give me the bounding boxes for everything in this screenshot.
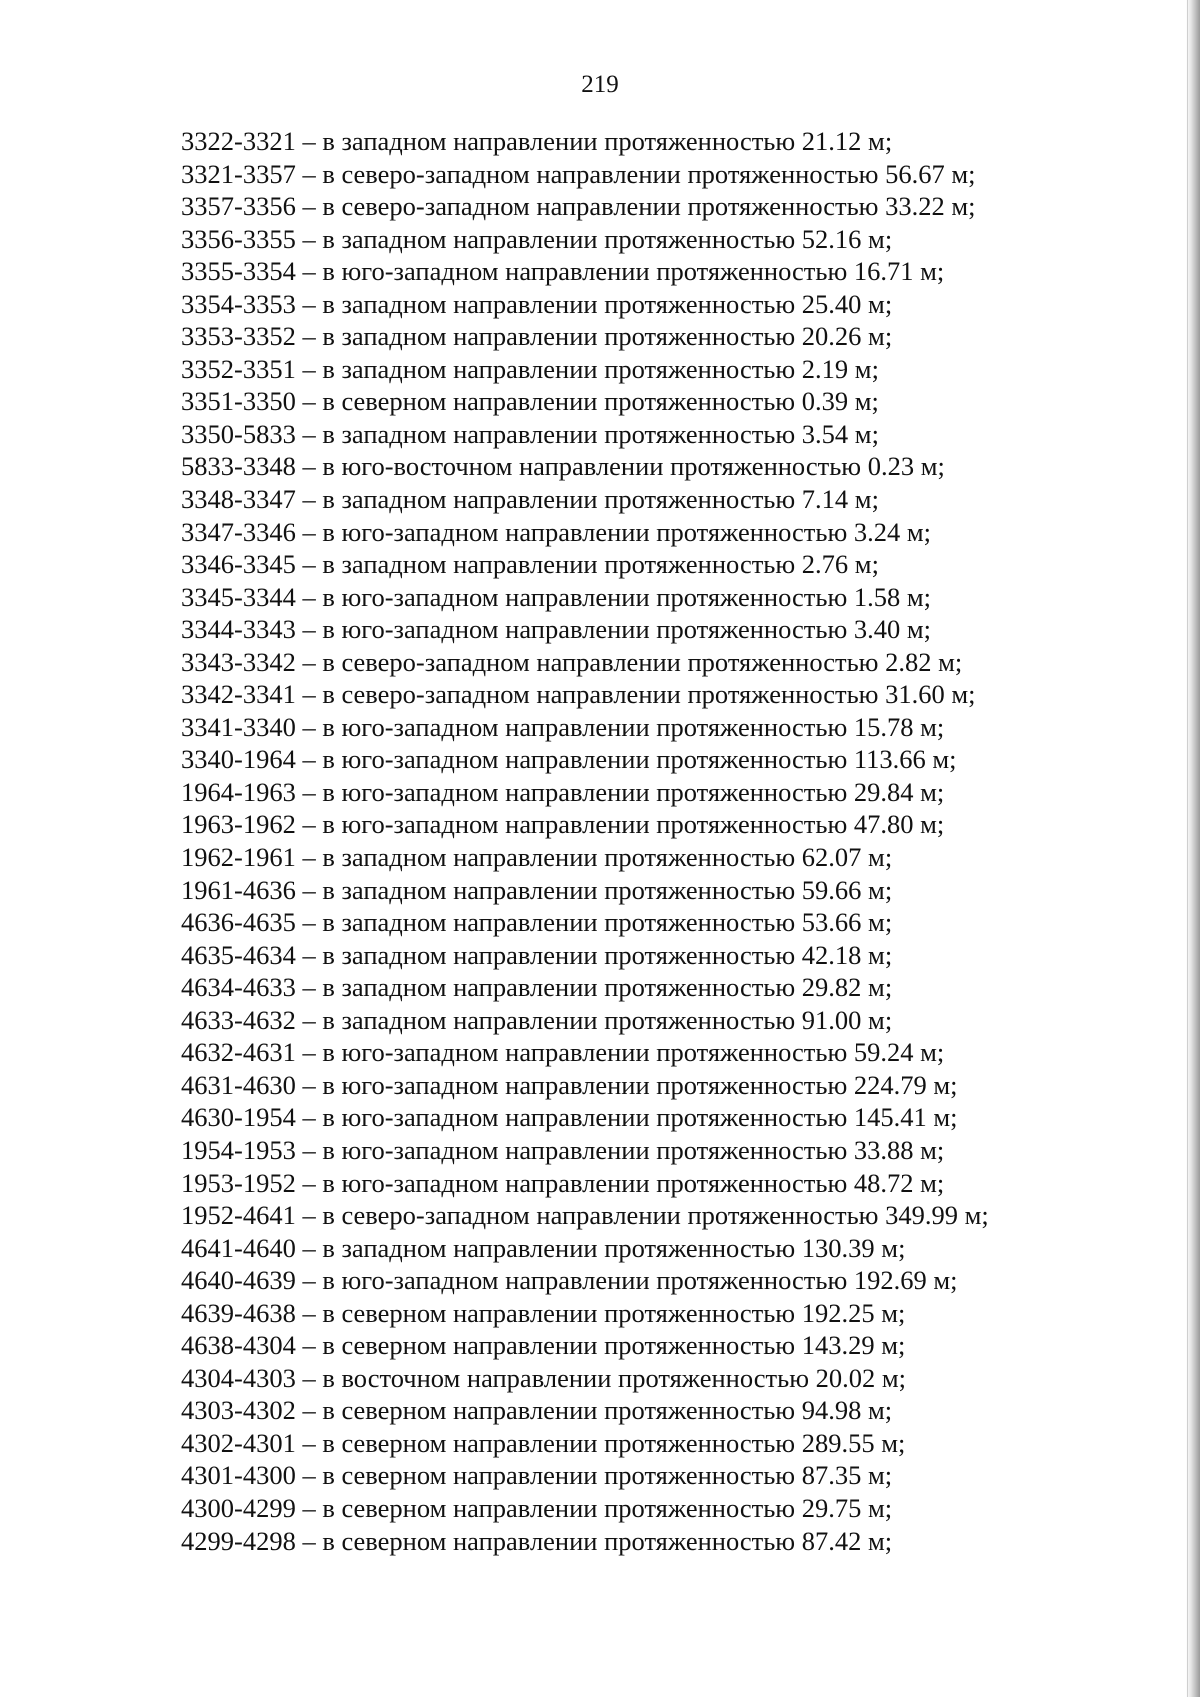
boundary-segment-line: 4638-4304 – в северном направлении протяженностью 143.29 м; bbox=[181, 1330, 906, 1361]
boundary-segment-line: 3346-3345 – в западном направлении протяженностью 2.76 м; bbox=[181, 549, 879, 580]
scan-page-edge bbox=[1186, 0, 1200, 1697]
boundary-segment-line: 3348-3347 – в западном направлении протяженностью 7.14 м; bbox=[181, 484, 879, 515]
boundary-segment-line: 3321-3357 – в северо-западном направлении протяженностью 56.67 м; bbox=[181, 158, 976, 189]
boundary-segment-line: 3352-3351 – в западном направлении протяженностью 2.19 м; bbox=[181, 353, 879, 384]
boundary-segment-line: 3355-3354 – в юго-западном направлении протяженностью 16.71 м; bbox=[181, 256, 945, 287]
boundary-segment-line: 4304-4303 – в восточном направлении протяженностью 20.02 м; bbox=[181, 1362, 906, 1393]
boundary-segment-line: 3356-3355 – в западном направлении протяженностью 52.16 м; bbox=[181, 223, 893, 254]
boundary-segment-line: 4630-1954 – в юго-западном направлении протяженностью 145.41 м; bbox=[181, 1102, 958, 1133]
boundary-segment-line: 4639-4638 – в северном направлении протяженностью 192.25 м; bbox=[181, 1297, 906, 1328]
boundary-segment-line: 4641-4640 – в западном направлении протяженностью 130.39 м; bbox=[181, 1232, 906, 1263]
boundary-segment-line: 3353-3352 – в западном направлении протяженностью 20.26 м; bbox=[181, 321, 893, 352]
page-number: 219 bbox=[581, 71, 619, 98]
boundary-segment-line: 3340-1964 – в юго-западном направлении протяженностью 113.66 м; bbox=[181, 744, 957, 775]
boundary-segment-line: 3343-3342 – в северо-западном направлении протяженностью 2.82 м; bbox=[181, 646, 963, 677]
boundary-segment-line: 5833-3348 – в юго-восточном направлении протяженностью 0.23 м; bbox=[181, 451, 945, 482]
boundary-segment-line: 3357-3356 – в северо-западном направлении протяженностью 33.22 м; bbox=[181, 191, 976, 222]
boundary-segment-line: 3354-3353 – в западном направлении протяженностью 25.40 м; bbox=[181, 288, 893, 319]
boundary-segment-line: 4633-4632 – в западном направлении протяженностью 91.00 м; bbox=[181, 1004, 893, 1035]
boundary-segment-line: 3344-3343 – в юго-западном направлении протяженностью 3.40 м; bbox=[181, 614, 932, 645]
boundary-segment-line: 1961-4636 – в западном направлении протяженностью 59.66 м; bbox=[181, 874, 893, 905]
boundary-segment-line: 1964-1963 – в юго-западном направлении протяженностью 29.84 м; bbox=[181, 776, 945, 807]
boundary-segment-line: 3345-3344 – в юго-западном направлении протяженностью 1.58 м; bbox=[181, 581, 932, 612]
boundary-segment-line: 4300-4299 – в северном направлении протяженностью 29.75 м; bbox=[181, 1492, 893, 1523]
boundary-segment-line: 3322-3321 – в западном направлении протяженностью 21.12 м; bbox=[181, 126, 893, 156]
boundary-segment-line: 4640-4639 – в юго-западном направлении протяженностью 192.69 м; bbox=[181, 1265, 958, 1296]
boundary-segment-list bbox=[181, 125, 1081, 1557]
scan-edge-line bbox=[1187, 0, 1188, 1697]
boundary-segment-line: 1962-1961 – в западном направлении протяженностью 62.07 м; bbox=[181, 842, 893, 873]
boundary-segment-line: 3350-5833 – в западном направлении протяженностью 3.54 м; bbox=[181, 418, 879, 449]
boundary-segment-line: 4299-4298 – в северном направлении протяженностью 87.42 м; bbox=[181, 1525, 893, 1556]
boundary-segment-line: 1952-4641 – в северо-западном направлении протяженностью 349.99 м; bbox=[181, 1200, 989, 1231]
boundary-segment-line: 4635-4634 – в западном направлении протяженностью 42.18 м; bbox=[181, 939, 893, 970]
boundary-segment-line: 4632-4631 – в юго-западном направлении протяженностью 59.24 м; bbox=[181, 1037, 945, 1068]
boundary-segment-line: 3342-3341 – в северо-западном направлении протяженностью 31.60 м; bbox=[181, 679, 976, 710]
boundary-segment-line: 3347-3346 – в юго-западном направлении протяженностью 3.24 м; bbox=[181, 516, 932, 547]
boundary-segment-line: 4302-4301 – в северном направлении протяженностью 289.55 м; bbox=[181, 1427, 906, 1458]
boundary-segment-line: 4634-4633 – в западном направлении протяженностью 29.82 м; bbox=[181, 972, 893, 1003]
boundary-segment-line: 3351-3350 – в северном направлении протяженностью 0.39 м; bbox=[181, 386, 879, 417]
boundary-segment-line: 4631-4630 – в юго-западном направлении протяженностью 224.79 м; bbox=[181, 1069, 958, 1100]
boundary-segment-line: 3341-3340 – в юго-западном направлении протяженностью 15.78 м; bbox=[181, 711, 945, 742]
boundary-segment-line: 1963-1962 – в юго-западном направлении протяженностью 47.80 м; bbox=[181, 809, 945, 840]
boundary-segment-line: 1954-1953 – в юго-западном направлении протяженностью 33.88 м; bbox=[181, 1134, 945, 1165]
boundary-segment-line: 4636-4635 – в западном направлении протяженностью 53.66 м; bbox=[181, 907, 893, 938]
boundary-segment-line: 4301-4300 – в северном направлении протяженностью 87.35 м; bbox=[181, 1460, 893, 1491]
boundary-segment-line: 1953-1952 – в юго-западном направлении протяженностью 48.72 м; bbox=[181, 1167, 945, 1198]
boundary-segment-line: 4303-4302 – в северном направлении протяженностью 94.98 м; bbox=[181, 1395, 893, 1426]
